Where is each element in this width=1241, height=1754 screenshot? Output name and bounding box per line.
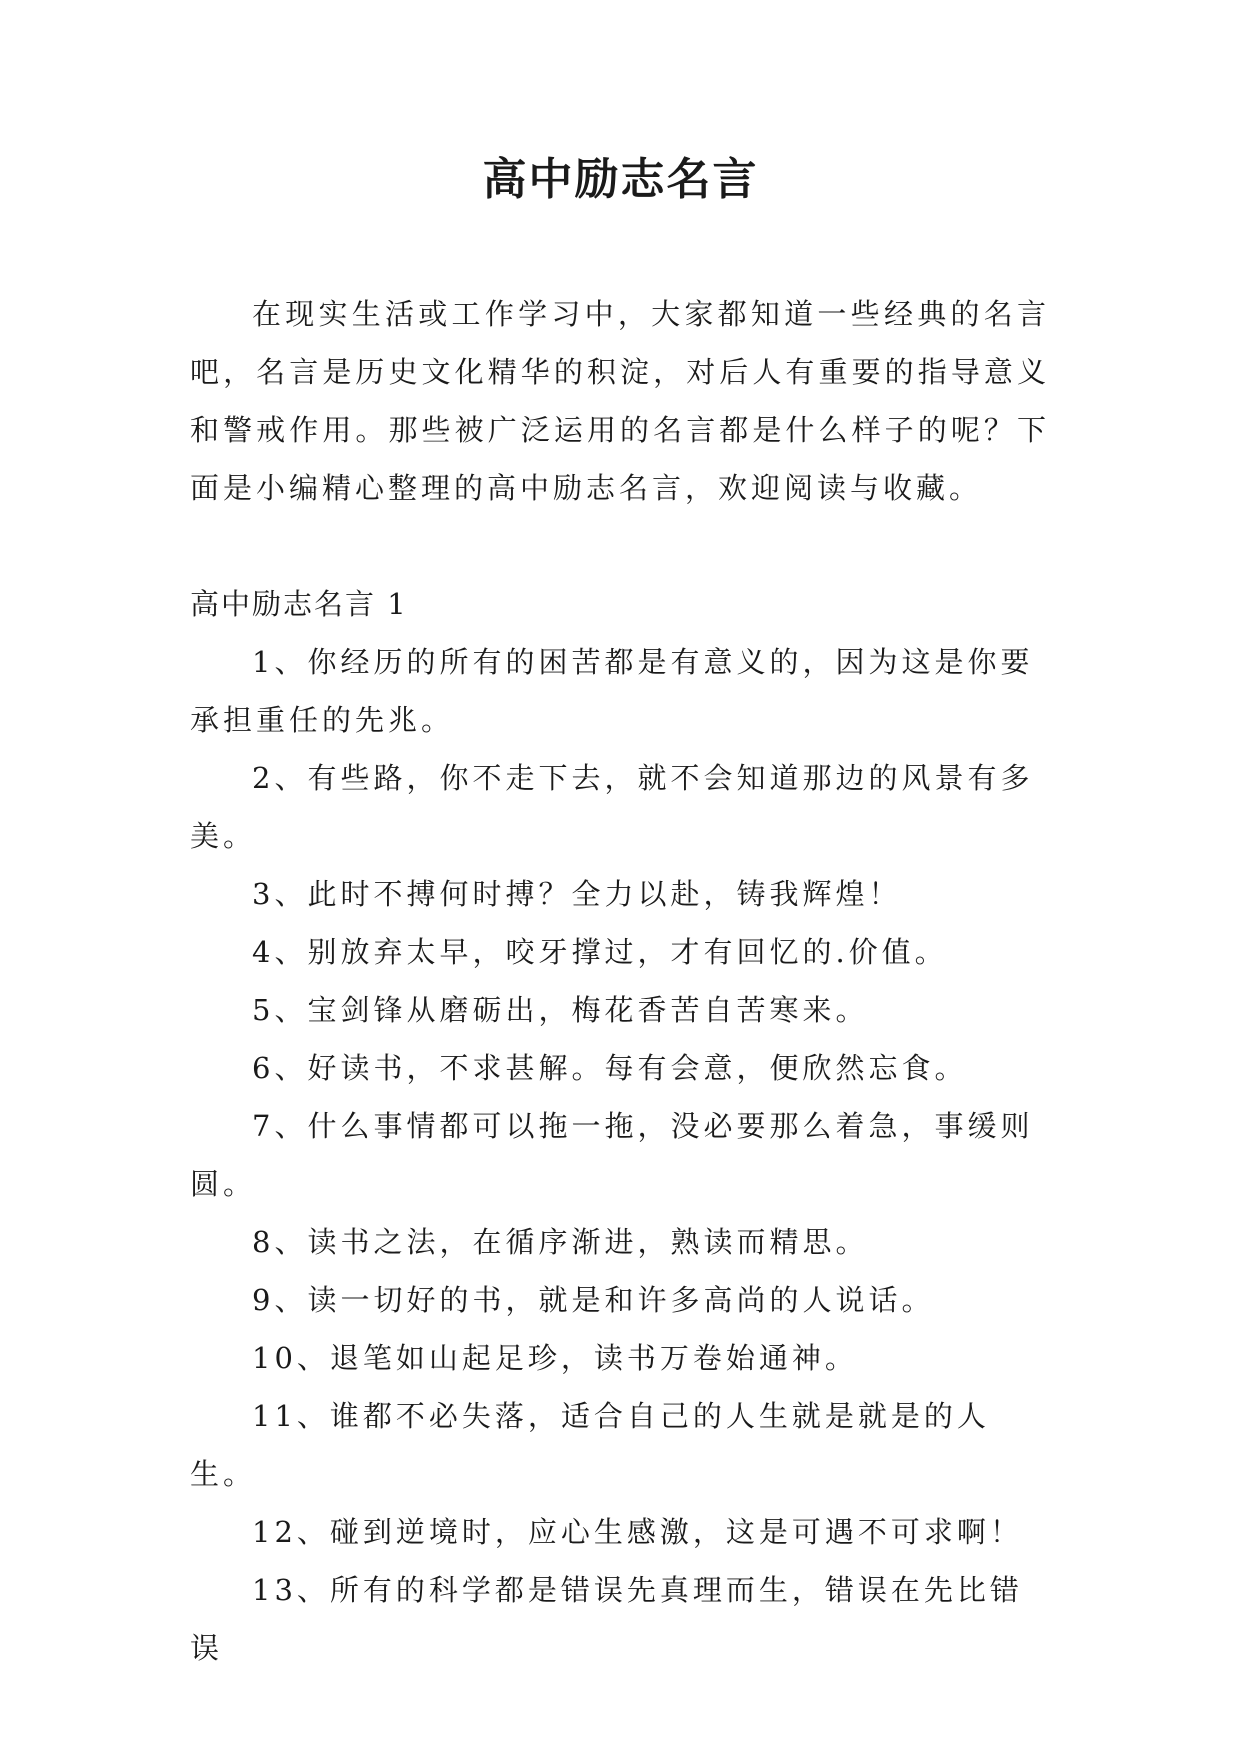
quote-item: 7、什么事情都可以拖一拖，没必要那么着急，事缓则圆。 <box>190 1109 1034 1201</box>
quote-item: 8、读书之法，在循序渐进，熟读而精思。 <box>252 1225 869 1259</box>
document-body <box>190 285 1050 1677</box>
section-heading: 高中励志名言 1 <box>190 587 408 621</box>
quote-item: 4、别放弃太早，咬牙撑过，才有回忆的.价值。 <box>252 935 948 969</box>
quote-item: 12、碰到逆境时，应心生感激，这是可遇不可求啊！ <box>252 1515 1023 1549</box>
quote-item: 11、谁都不必失落，适合自己的人生就是就是的人生。 <box>190 1399 990 1491</box>
quote-item: 1、你经历的所有的困苦都是有意义的，因为这是你要承担重任的先兆。 <box>190 645 1034 737</box>
quote-item: 2、有些路，你不走下去，就不会知道那边的风景有多美。 <box>190 761 1034 853</box>
quote-item: 3、此时不搏何时搏？全力以赴，铸我辉煌！ <box>252 877 902 911</box>
paragraph-spacer <box>190 517 1050 575</box>
quote-item: 13、所有的科学都是错误先真理而生，错误在先比错误 <box>190 1573 1023 1665</box>
intro-paragraph: 在现实生活或工作学习中，大家都知道一些经典的名言吧，名言是历史文化精华的积淀，对后人有重要的指导意义和警戒作用。那些被广泛运用的名言都是什么样子的呢？下面是小编精心整理的高中励志名言，欢迎阅读与收藏。 <box>190 297 1050 505</box>
page-title: 高中励志名言 <box>482 154 759 205</box>
quote-item: 9、读一切好的书，就是和许多高尚的人说话。 <box>252 1283 935 1317</box>
quote-item: 5、宝剑锋从磨砺出，梅花香苦自苦寒来。 <box>252 993 869 1027</box>
quote-item: 6、好读书，不求甚解。每有会意，便欣然忘食。 <box>252 1051 968 1085</box>
quote-item: 10、退笔如山起足珍，读书万卷始通神。 <box>252 1341 858 1375</box>
